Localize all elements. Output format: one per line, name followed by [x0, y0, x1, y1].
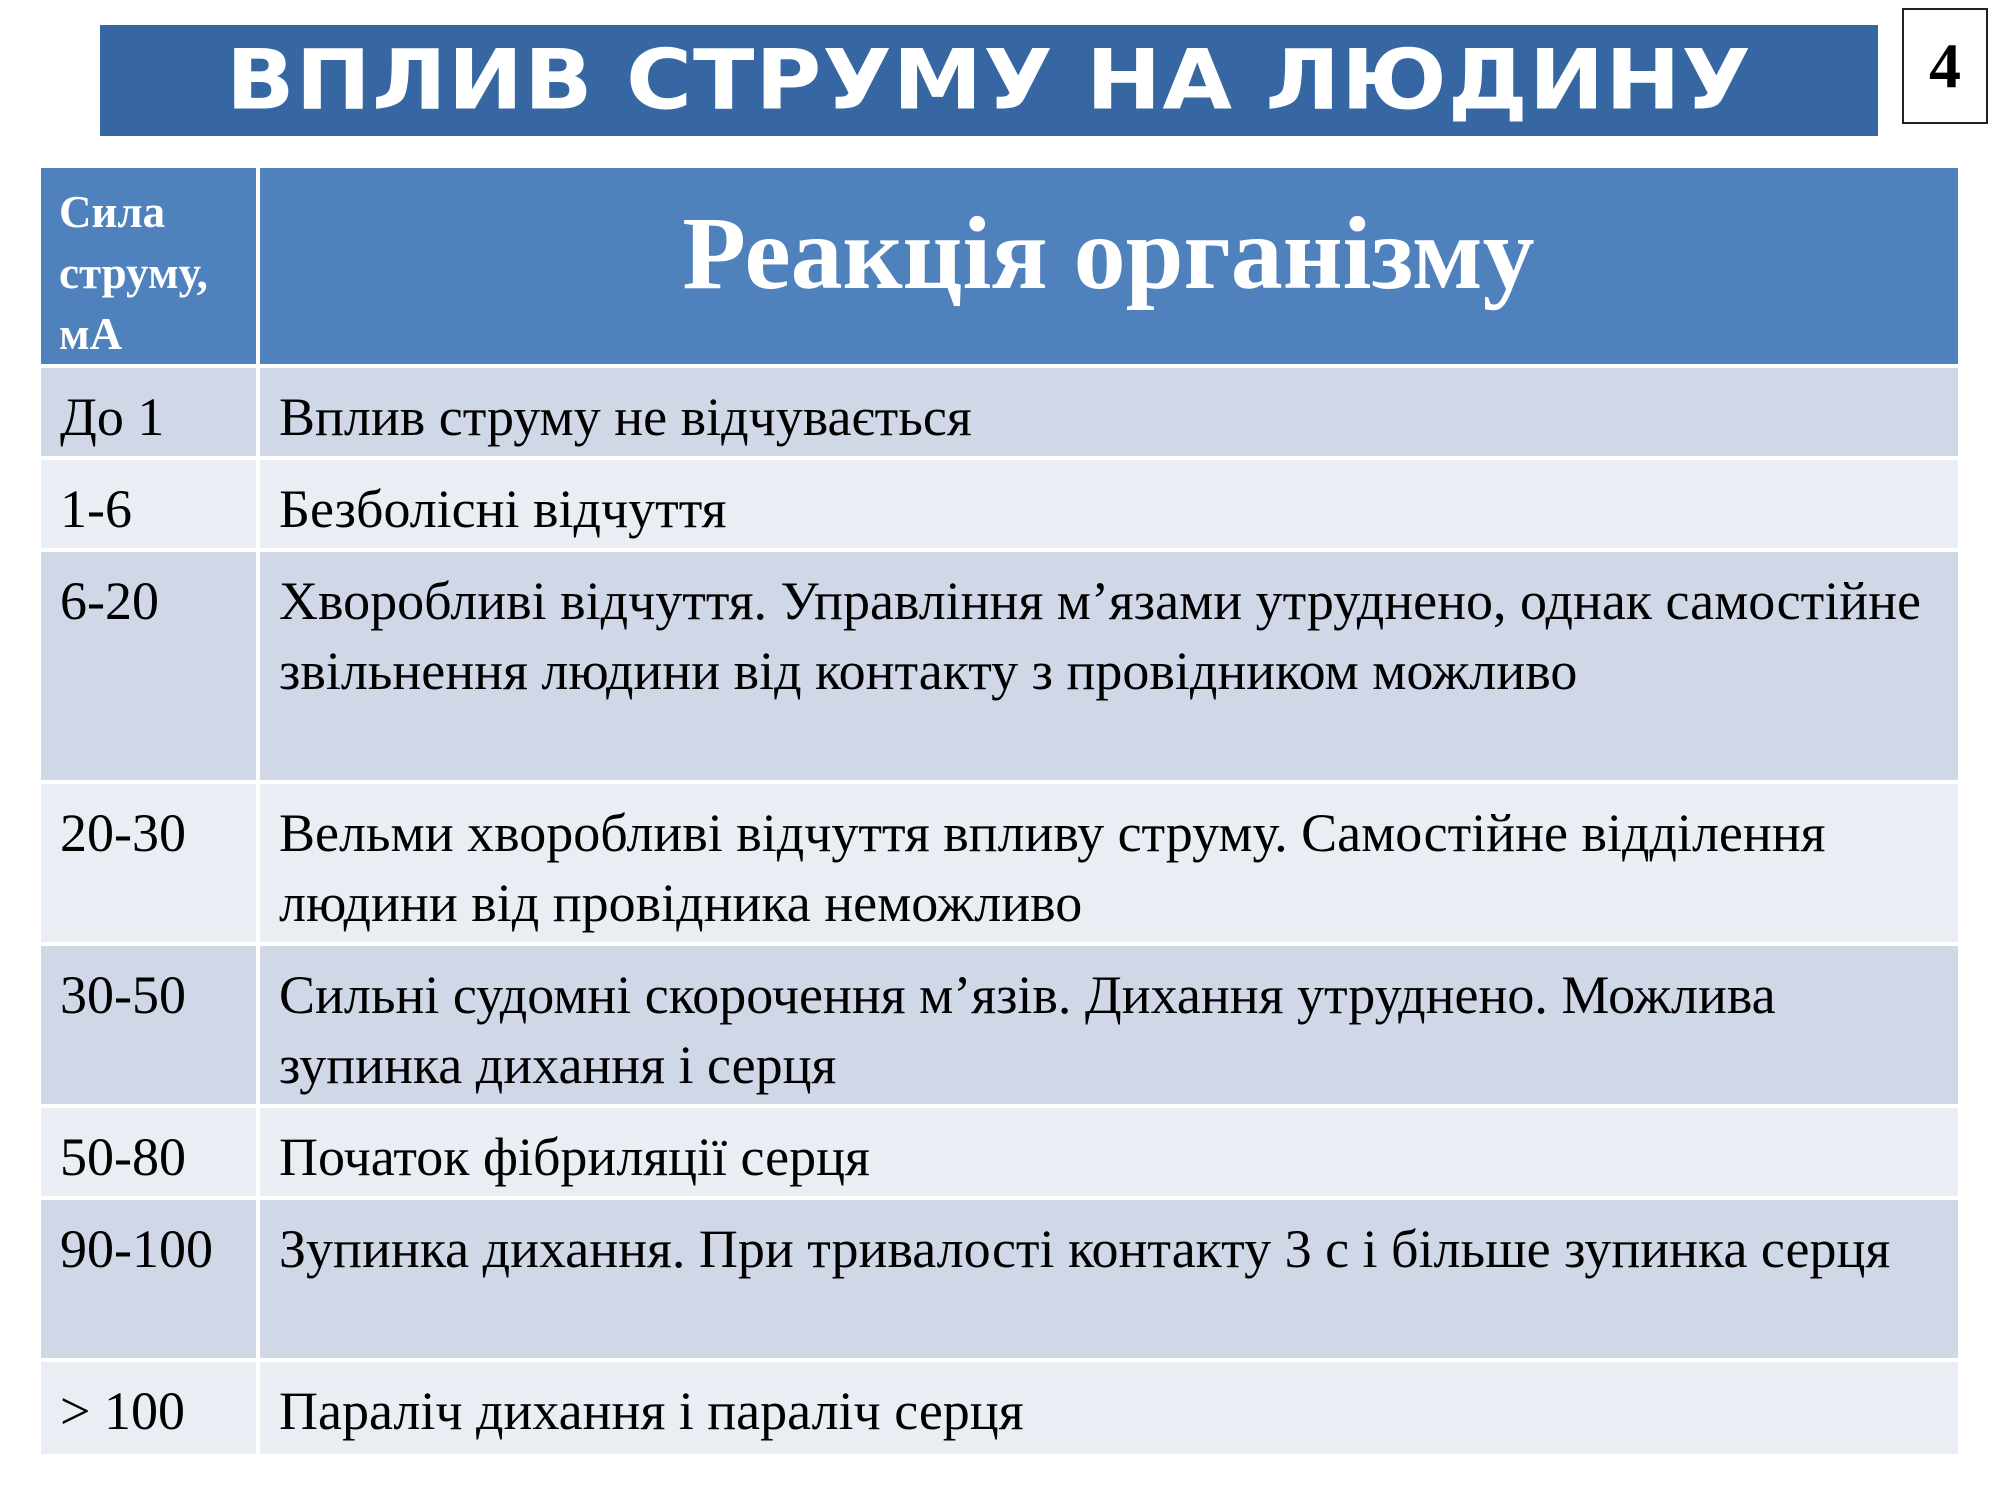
reaction-cell [260, 368, 1958, 456]
current-value: 6-20 [60, 571, 159, 631]
table-row [41, 1108, 1958, 1200]
reaction-cell [260, 460, 1958, 548]
table-row [41, 460, 1958, 552]
page-number-box [1902, 8, 1988, 124]
table-row [41, 1362, 1958, 1454]
reaction-cell [260, 552, 1958, 780]
current-cell [41, 552, 260, 780]
reaction-text: Хворобливі відчуття. Управління м’язами утруднено, однак самостійне звільнення людини від контакту з провідником можливо [279, 571, 1921, 701]
reaction-text: Безболісні відчуття [279, 479, 727, 539]
table-row [41, 552, 1958, 784]
current-cell [41, 784, 260, 942]
column-header-current: Сила струму, мА [59, 187, 208, 359]
reaction-cell [260, 1200, 1958, 1358]
page-title: ВПЛИВ СТРУМУ НА ЛЮДИНУ [226, 31, 1752, 129]
reaction-cell [260, 1108, 1958, 1196]
reaction-text: Параліч дихання і параліч серця [279, 1381, 1024, 1441]
reaction-text: Початок фібриляції серця [279, 1127, 870, 1187]
title-banner [100, 25, 1878, 136]
header-cell-reaction [260, 168, 1958, 364]
current-value: 50-80 [60, 1127, 186, 1187]
column-header-reaction: Реакція організму [682, 196, 1535, 311]
current-value: До 1 [60, 387, 165, 447]
table-row [41, 784, 1958, 946]
current-effects-table [41, 168, 1958, 1454]
current-cell [41, 1200, 260, 1358]
reaction-cell [260, 1362, 1958, 1454]
table-row [41, 368, 1958, 460]
table-header-row [41, 168, 1958, 368]
current-value: 20-30 [60, 803, 186, 863]
page-number: 4 [1929, 30, 1961, 101]
current-value: 1-6 [60, 479, 132, 539]
current-cell [41, 460, 260, 548]
current-cell [41, 946, 260, 1104]
reaction-text: Зупинка дихання. При тривалості контакту 3 с і більше зупинка серця [279, 1219, 1891, 1279]
reaction-text: Вплив струму не відчувається [279, 387, 972, 447]
reaction-cell [260, 946, 1958, 1104]
current-value: > 100 [60, 1381, 185, 1441]
current-cell [41, 1362, 260, 1454]
table-row [41, 946, 1958, 1108]
table-row [41, 1200, 1958, 1362]
current-cell [41, 368, 260, 456]
current-value: 90-100 [60, 1219, 213, 1279]
reaction-text: Вельми хворобливі відчуття впливу струму. Самостійне відділення людини від провідника неможливо [279, 803, 1826, 933]
header-cell-current [41, 168, 260, 364]
reaction-cell [260, 784, 1958, 942]
current-cell [41, 1108, 260, 1196]
reaction-text: Сильні судомні скорочення м’язів. Дихання утруднено. Можлива зупинка дихання і серця [279, 965, 1776, 1095]
current-value: 30-50 [60, 965, 186, 1025]
